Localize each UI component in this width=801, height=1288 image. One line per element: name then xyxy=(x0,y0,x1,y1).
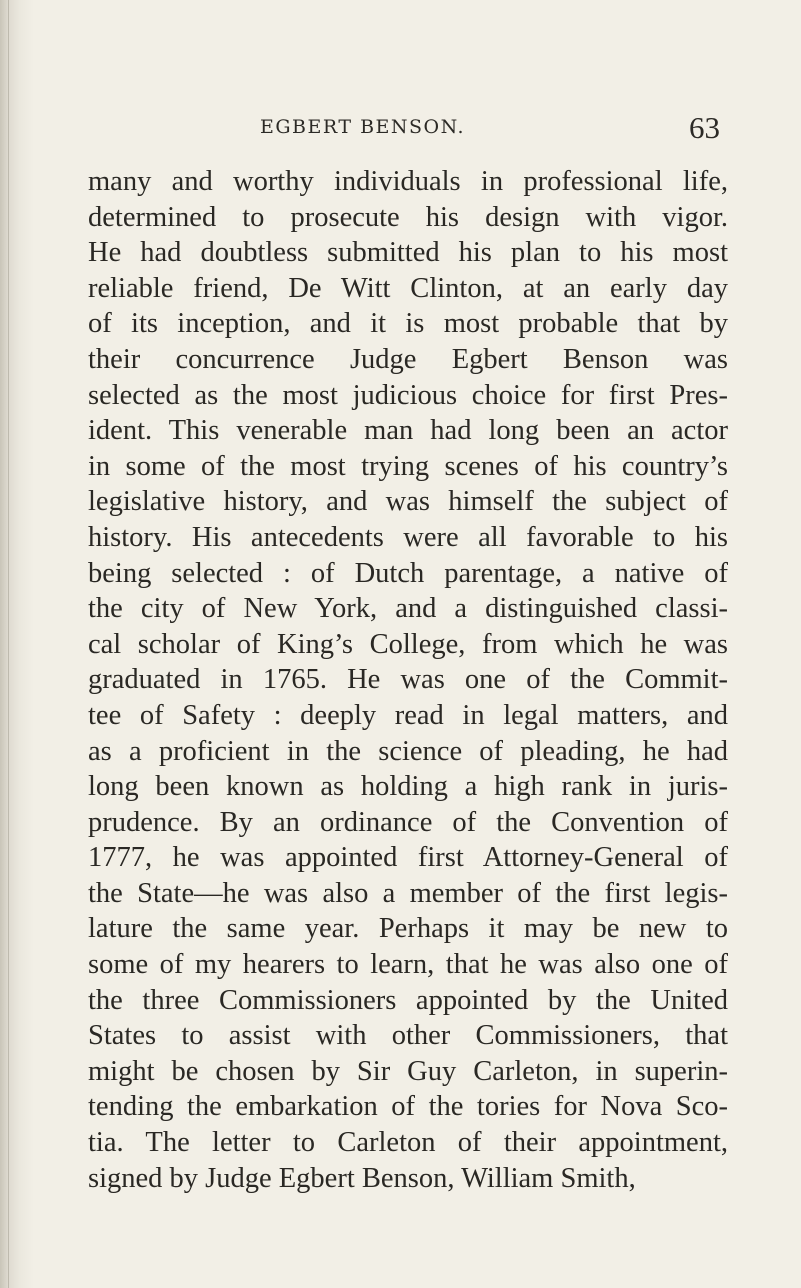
text-line: being selected : of Dutch parentage, a native of xyxy=(88,557,728,589)
text-line: long been known as holding a high rank in juris- xyxy=(88,771,728,803)
text-line: 1777, he was appointed first Attorney-General of xyxy=(88,842,728,874)
text-line: tee of Safety : deeply read in legal matters, and xyxy=(88,699,728,731)
text-line: States to assist with other Commissioners, that xyxy=(88,1020,728,1052)
text-line: in some of the most trying scenes of his country’s xyxy=(88,450,728,482)
text-line: reliable friend, De Witt Clinton, at an early day xyxy=(88,272,728,304)
text-line: the three Commissioners appointed by the United xyxy=(88,984,728,1016)
text-line: selected as the most judicious choice for first Pres- xyxy=(88,379,728,411)
text-line: the city of New York, and a distinguished classi- xyxy=(88,593,728,625)
text-line: graduated in 1765. He was one of the Commit- xyxy=(88,664,728,696)
text-line: prudence. By an ordinance of the Convention of xyxy=(88,806,728,838)
text-line: legislative history, and was himself the subject of xyxy=(88,486,728,518)
text-line: history. His antecedents were all favorable to his xyxy=(88,521,728,553)
text-line: their concurrence Judge Egbert Benson was xyxy=(88,343,728,375)
text-line: tia. The letter to Carleton of their appointment, xyxy=(88,1127,728,1159)
text-line: lature the same year. Perhaps it may be new to xyxy=(88,913,728,945)
text-line: as a proficient in the science of pleading, he had xyxy=(88,735,728,767)
text-line: tending the embarkation of the tories for Nova Sco- xyxy=(88,1091,728,1123)
binding-gutter xyxy=(0,0,34,1288)
page-number: 63 xyxy=(689,110,720,145)
text-line: ident. This venerable man had long been an actor xyxy=(88,415,728,447)
text-line: determined to prosecute his design with vigor. xyxy=(88,201,728,233)
text-line: the State—he was also a member of the first legis- xyxy=(88,877,728,909)
text-line: signed by Judge Egbert Benson, William Smith, xyxy=(88,1162,636,1194)
text-line: cal scholar of King’s College, from which he was xyxy=(88,628,728,660)
running-head: EGBERT BENSON. xyxy=(260,116,466,138)
text-line: might be chosen by Sir Guy Carleton, in superin- xyxy=(88,1055,728,1087)
page-header xyxy=(100,110,720,156)
binding-edge-line xyxy=(8,0,9,1288)
text-line: many and worthy individuals in professional life, xyxy=(88,166,728,197)
text-line: He had doubtless submitted his plan to his most xyxy=(88,237,728,269)
text-line: some of my hearers to learn, that he was also one of xyxy=(88,949,728,981)
body-text xyxy=(88,164,728,1196)
text-line: of its inception, and it is most probable that by xyxy=(88,308,728,340)
